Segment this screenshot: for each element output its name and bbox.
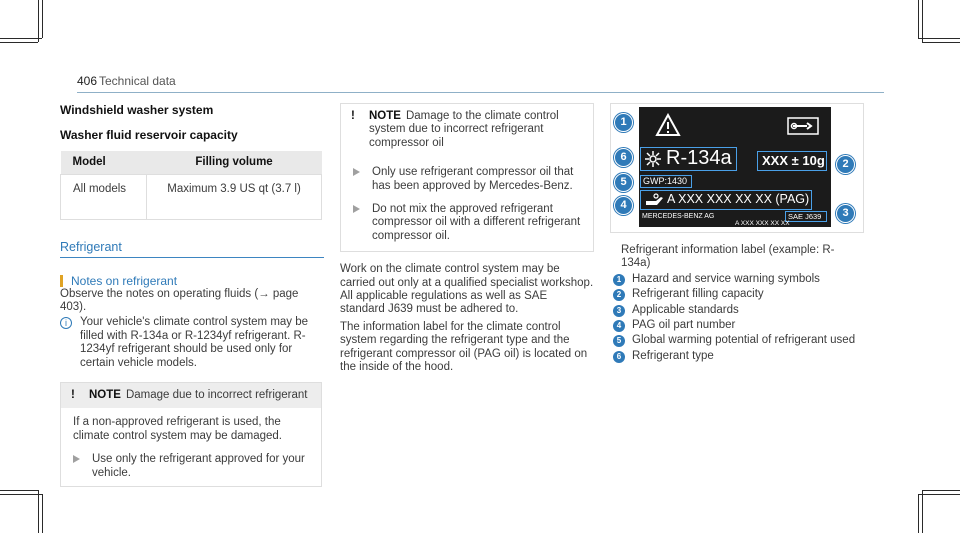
crop-mark — [0, 490, 38, 491]
column-left — [60, 103, 322, 487]
environment-marker-icon — [60, 275, 63, 287]
note-head — [61, 383, 321, 408]
legend-text: Refrigerant filling capacity — [632, 288, 764, 301]
legend-item — [613, 288, 863, 301]
note-label: NOTE — [89, 388, 121, 401]
environment-note-title: Notes on refrigerant — [71, 273, 178, 288]
callout-marker: 6 — [614, 148, 633, 167]
figure-legend — [613, 244, 863, 363]
list-item — [73, 453, 311, 480]
list-item-text: Only use refrigerant compressor oil that has been approved by Mercedes-Benz. — [372, 166, 574, 192]
legend-number: 4 — [613, 320, 625, 332]
info-note — [60, 316, 322, 370]
column-middle — [340, 103, 594, 375]
legend-item — [613, 304, 863, 317]
table-row — [61, 174, 322, 219]
bullet-triangle-icon — [73, 455, 80, 463]
environment-note-heading — [60, 274, 322, 288]
crop-mark — [918, 494, 919, 533]
crop-mark — [38, 0, 39, 42]
figure-caption: Refrigerant information label (example: R-134a) — [621, 244, 835, 270]
list-item-text: Do not mix the approved refrigerant compressor oil with a different refrigerant compressor oil. — [372, 203, 581, 242]
legend-text: Hazard and service warning symbols — [632, 272, 820, 285]
note-body — [341, 156, 593, 251]
label-standard: SAE J639 — [788, 212, 822, 221]
crop-mark — [918, 0, 919, 38]
label-capacity: XXX ± 10g — [762, 153, 825, 168]
note-headline: Damage to the climate control system due to incorrect refrigerant compressor oil — [369, 110, 559, 149]
bullet-triangle-icon — [353, 168, 360, 176]
legend-number: 6 — [613, 351, 625, 363]
legend-text: Applicable standards — [632, 303, 739, 316]
callout-marker: 1 — [614, 113, 633, 132]
label-maker: MERCEDES-BENZ AG — [642, 213, 715, 220]
legend-number: 5 — [613, 335, 625, 347]
warning-triangle-icon — [655, 113, 681, 137]
crop-mark — [0, 494, 42, 495]
list-item-text: Use only the refrigerant approved for your vehicle. — [92, 453, 305, 479]
list-item — [353, 166, 583, 193]
running-title: Technical data — [99, 74, 176, 88]
crop-mark — [918, 494, 960, 495]
note-text: If a non-approved refrigerant is used, the climate control system may be damaged. — [73, 416, 283, 442]
list-item — [353, 203, 583, 243]
paragraph: The information label for the climate control system regarding the refrigerant type and the refrigerant compressor oil (PAG oil) is located on the inside of the hood. — [340, 320, 588, 374]
wrench-icon — [787, 117, 819, 135]
legend-number: 1 — [613, 274, 625, 286]
crop-mark — [918, 38, 960, 39]
note-head — [341, 104, 593, 156]
crop-mark — [922, 0, 923, 42]
label-refrigerant-type: R-134a — [666, 147, 732, 169]
legend-number: 2 — [613, 289, 625, 301]
info-icon: i — [60, 317, 72, 329]
crop-mark — [922, 490, 960, 491]
label-part: A XXX XXX XX XX — [735, 220, 790, 227]
legend-text: Refrigerant type — [632, 349, 714, 362]
capacity-table — [60, 151, 322, 220]
callout-marker: 4 — [614, 196, 633, 215]
crop-mark — [42, 494, 43, 533]
bullet-triangle-icon — [353, 205, 360, 213]
note-box — [60, 382, 322, 487]
paragraph: Work on the climate control system may be carried out only at a qualified specialist workshop. All applicable regulations as well as SAE standard J639 must be adhered to. — [340, 263, 594, 316]
legend-text: PAG oil part number — [632, 319, 736, 332]
legend-item — [613, 334, 863, 347]
note-body — [61, 408, 321, 486]
crop-mark — [42, 0, 43, 38]
crop-mark — [38, 490, 39, 533]
exclamation-icon: ! — [71, 388, 75, 401]
table-cell: Maximum 3.9 US qt (3.7 l) — [147, 174, 322, 219]
legend-item — [613, 350, 863, 363]
exclamation-icon: ! — [351, 110, 355, 122]
note-box — [340, 103, 594, 252]
legend-text: Global warming potential of refrigerant used — [632, 334, 856, 347]
table-header-model: Model — [61, 151, 147, 174]
refrigerant-snowflake-icon — [645, 151, 661, 167]
table-header-volume: Filling volume — [147, 151, 322, 174]
note-headline: Damage due to incorrect refrigerant — [125, 388, 308, 401]
refrigerant-label-image — [639, 107, 831, 227]
legend-item — [613, 319, 863, 332]
page-number: 406 — [77, 74, 98, 88]
crop-mark — [0, 42, 38, 43]
oil-can-icon — [643, 193, 665, 208]
section-divider — [60, 257, 324, 258]
legend-item — [613, 273, 863, 286]
crop-mark — [922, 490, 923, 533]
section-heading: Windshield washer system — [60, 103, 214, 117]
info-note-text: Your vehicle's climate control system may be filled with R-134a or R-1234yf refrigerant. R-1234yf refrigerant should be used only for certain vehicle models. — [80, 316, 309, 369]
header-divider — [77, 92, 884, 93]
subsection-heading: Washer fluid reservoir capacity — [60, 128, 238, 142]
callout-marker: 3 — [836, 204, 855, 223]
label-pag: A XXX XXX XX XX (PAG) — [667, 192, 810, 206]
crop-mark — [922, 42, 960, 43]
crop-mark — [0, 38, 42, 39]
legend-number: 3 — [613, 305, 625, 317]
environment-note-text: Observe the notes on operating fluids (→ page 403). — [60, 287, 299, 313]
note-label: NOTE — [369, 110, 401, 122]
table-cell: All models — [61, 174, 147, 219]
refrigerant-title: Refrigerant — [60, 239, 122, 254]
callout-marker: 2 — [836, 155, 855, 174]
label-gwp: GWP:1430 — [643, 176, 688, 186]
callout-marker: 5 — [614, 173, 633, 192]
